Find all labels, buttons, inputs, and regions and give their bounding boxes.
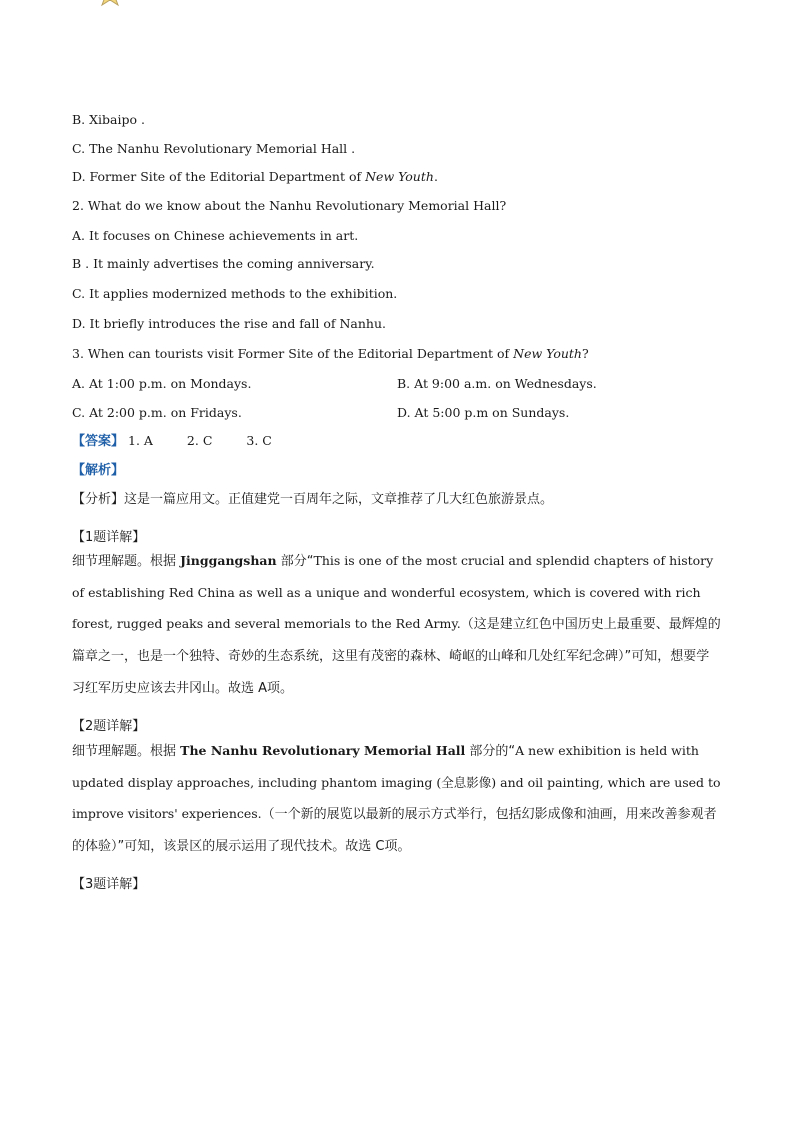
- overview-text: 这是一篇应用文。正值建党一百周年之际，文章推荐了几大红色旅游景点。: [124, 492, 554, 508]
- q1-option-d-italic: New Youth: [365, 169, 434, 184]
- answer-3: 3. C: [246, 433, 272, 448]
- answer-1: 1. A: [128, 433, 153, 448]
- detail2-lead: 细节理解题。根据: [72, 743, 181, 759]
- q2-stem: 2. What do we know about the Nanhu Revolutionary Memorial Hall?: [72, 197, 507, 213]
- q1-option-d-text: D. Former Site of the Editorial Department of: [72, 169, 366, 184]
- q3-option-c: C. At 2:00 p.m. on Fridays.: [72, 404, 242, 420]
- star-logo-icon: [96, 0, 136, 10]
- detail1-translation: （这是建立红色中国历史上最重要、最辉煌的篇章之一，也是一个独特、奇妙的生态系统，这里有茂密的森林、崎岖的山峰和几处红军纪念碑）”可知，想要学习红军历史应该去井冈山。故选 A项。: [72, 617, 721, 697]
- q3-option-b: B. At 9:00 a.m. on Wednesdays.: [397, 376, 597, 391]
- analysis-tag: 【解析】: [72, 463, 125, 479]
- q2-option-c: C. It applies modernized methods to the exhibition.: [72, 286, 398, 301]
- detail2-translation: （一个新的展览以最新的展示方式举行，包括幻影成像和油画，用来改善参观者的体验）”可知，该景区的展示运用了现代技术。故选 C项。: [72, 806, 717, 854]
- q3-stem: [72, 346, 722, 361]
- detail1-lead: 细节理解题。根据: [72, 554, 181, 570]
- detail2-mid: 部分的“: [465, 743, 516, 759]
- q1-option-d-suffix: .: [433, 169, 438, 184]
- q3-stem-italic: New Youth: [513, 346, 582, 361]
- detail1-quote: This is one of the most crucial and splendid chapters of history of establishing Red China as well as a unique and wonderful ecosystem, which is covered with rich forest, rugged peaks and several memorials to the Red Army.: [72, 553, 714, 632]
- document-body: [72, 112, 722, 893]
- detail2-heading: 【2题详解】: [72, 719, 146, 735]
- q1-option-d: [72, 169, 722, 184]
- detail1-keyword: Jinggangshan: [180, 553, 277, 569]
- q3-stem-text: 3. When can tourists visit Former Site of the Editorial Department of: [72, 346, 514, 361]
- q2-option-d: D. It briefly introduces the rise and fall of Nanhu.: [72, 316, 386, 331]
- detail1-heading: 【1题详解】: [72, 529, 146, 545]
- q2-option-a: A. It focuses on Chinese achievements in art.: [72, 227, 359, 243]
- detail2-keyword: The Nanhu Revolutionary Memorial Hall: [180, 742, 466, 758]
- detail1-paragraph: [72, 545, 722, 704]
- q3-options-row-1: [72, 376, 722, 391]
- q1-option-c: C. The Nanhu Revolutionary Memorial Hall .: [72, 140, 356, 156]
- overview: [72, 492, 722, 508]
- answer-2: 2. C: [186, 433, 213, 448]
- q2-option-b: B . It mainly advertises the coming anniversary.: [72, 256, 375, 271]
- answer-tag: 【答案】: [72, 434, 125, 449]
- overview-tag: 【分析】: [72, 492, 125, 508]
- q1-option-b: B. Xibaipo .: [72, 112, 145, 127]
- q3-options-row-2: [72, 405, 722, 420]
- q3-option-d: D. At 5:00 p.m on Sundays.: [397, 404, 570, 420]
- detail2-quote: A new exhibition is held with updated display approaches, including phantom imaging (全息影像) and oil painting, which are used to improve visitors' experiences.: [72, 742, 721, 821]
- detail1-mid: 部分“: [276, 554, 314, 570]
- q3-stem-suffix: ?: [581, 346, 589, 361]
- detail3-heading: 【3题详解】: [72, 876, 146, 892]
- answer-line: [72, 433, 722, 450]
- detail2-paragraph: [72, 735, 722, 862]
- q3-option-a: A. At 1:00 p.m. on Mondays.: [72, 376, 252, 391]
